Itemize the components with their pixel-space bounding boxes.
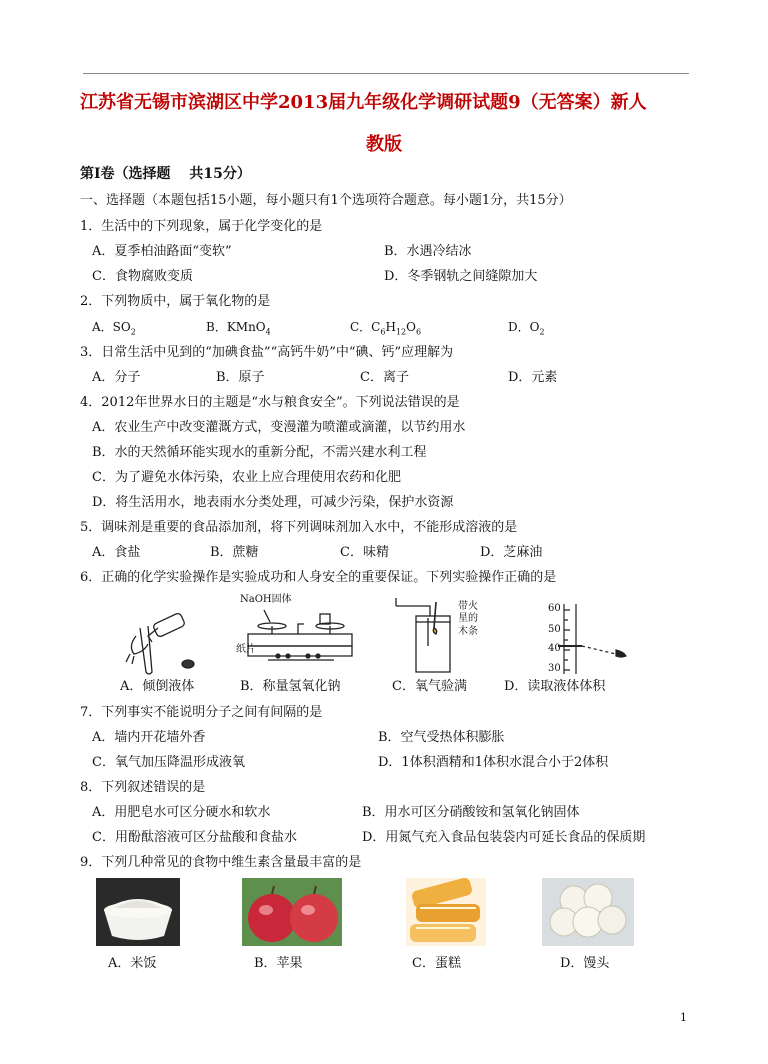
figure-pouring-liquid [118,606,206,676]
q1-option-d: D．冬季钢轨之间缝隙加大 [384,269,538,284]
q6-option-a: A．倾倒液体 [120,679,195,694]
q2-stem: 2．下列物质中，属于氧化物的是 [80,294,271,309]
q8-stem: 8．下列叙述错误的是 [80,780,206,795]
fig-naoh-label: NaOH固体 [240,594,292,605]
doc-title-line1: 江苏省无锡市滨湖区中学2013届九年级化学调研试题9（无答案）新人 [80,92,647,113]
header-rule [83,73,689,74]
q1-option-a: A．夏季柏油路面“变软” [92,244,232,259]
q2-option-d: D．$O_2$ [508,320,545,337]
fig-stick-label3: 木条 [458,626,478,637]
q8-option-b: B．用水可区分硝酸铵和氢氧化钠固体 [362,805,580,820]
q3-option-d: D．元素 [508,370,558,385]
photo-steamed-buns [542,878,634,946]
fig-tick-50: 50 [548,624,561,635]
q5-stem: 5．调味剂是重要的食品添加剂，将下列调味剂加入水中，不能形成溶液的是 [80,520,518,535]
q1-option-b: B．水遇冷结冰 [384,244,472,259]
q7-option-c: C．氧气加压降温形成液氧 [92,755,245,770]
q5-option-c: C．味精 [340,545,389,560]
q6-option-b: B．称量氢氧化钠 [240,679,341,694]
fig-stick-label2: 星的 [458,613,478,624]
q8-option-c: C．用酚酞溶液可区分盐酸和食盐水 [92,830,297,845]
fig-stick-label1: 带火 [458,601,478,612]
q3-option-a: A．分子 [92,370,141,385]
fig-tick-60: 60 [548,603,561,614]
fig-tick-30: 30 [548,663,561,674]
photo-cake [406,878,486,946]
q8-option-a: A．用肥皂水可区分硬水和软水 [92,805,271,820]
q7-option-d: D．1体积酒精和1体积水混合小于2体积 [378,755,609,770]
q1-stem: 1．生活中的下列现象，属于化学变化的是 [80,219,323,234]
q9-stem: 9．下列几种常见的食物中维生素含量最丰富的是 [80,855,362,870]
photo-apples [242,878,342,946]
q5-option-d: D．芝麻油 [480,545,543,560]
q7-option-b: B．空气受热体积膨胀 [378,730,505,745]
q3-option-c: C．离子 [360,370,409,385]
section-heading: 第Ⅰ卷（选择题 共15分） [80,166,251,182]
q9-option-c: C．蛋糕 [412,956,461,971]
q1-option-c: C．食物腐败变质 [92,269,193,284]
q6-stem: 6．正确的化学实验操作是实验成功和人身安全的重要保证。下列实验操作正确的是 [80,570,557,585]
figure-oxygen-test [392,598,456,676]
q4-option-b: B．水的天然循环能实现水的重新分配，不需兴建水利工程 [92,445,427,460]
q2-option-a: A．$SO_2$ [92,320,136,337]
q9-option-d: D．馒头 [560,956,610,971]
q4-option-c: C．为了避免水体污染，农业上应合理使用农药和化肥 [92,470,401,485]
q3-stem: 3．日常生活中见到的“加碘食盐”“高钙牛奶”中“碘、钙”应理解为 [80,345,454,360]
q6-option-d: D．读取液体体积 [504,679,606,694]
q5-option-a: A．食盐 [92,545,141,560]
q2-option-b: B．KMnO$_4$ [206,320,271,337]
q7-option-a: A．墙内开花墙外香 [92,730,206,745]
q4-stem: 4．2012年世界水日的主题是“水与粮食安全”。下列说法错误的是 [80,395,460,410]
photo-rice [96,878,180,946]
q4-option-a: A．农业生产中改变灌溉方式，变漫灌为喷灌或滴灌，以节约用水 [92,420,466,435]
page-number: 1 [680,1011,687,1024]
q7-stem: 7．下列事实不能说明分子之间有间隔的是 [80,705,323,720]
q6-option-c: C．氧气验满 [392,679,467,694]
q5-option-b: B．蔗糖 [210,545,259,560]
q4-option-d: D．将生活用水，地表雨水分类处理，可减少污染，保护水资源 [92,495,454,510]
q2-option-c: C．$C_6H_{12}O_6$ [350,320,422,337]
q9-option-a: A．米饭 [108,956,157,971]
fig-paper-label: 纸片 [236,644,256,655]
q8-option-d: D．用氮气充入食品包装袋内可延长食品的保质期 [362,830,646,845]
figure-balance [238,604,360,666]
q9-option-b: B．苹果 [254,956,303,971]
instruction-text: 一、选择题（本题包括15小题，每小题只有1个选项符合题意。每小题1分，共15分） [80,193,572,208]
q3-option-b: B．原子 [216,370,265,385]
fig-tick-40: 40 [548,643,561,654]
figure-graduated-cylinder [538,602,634,676]
doc-title-line2: 教版 [366,134,402,155]
